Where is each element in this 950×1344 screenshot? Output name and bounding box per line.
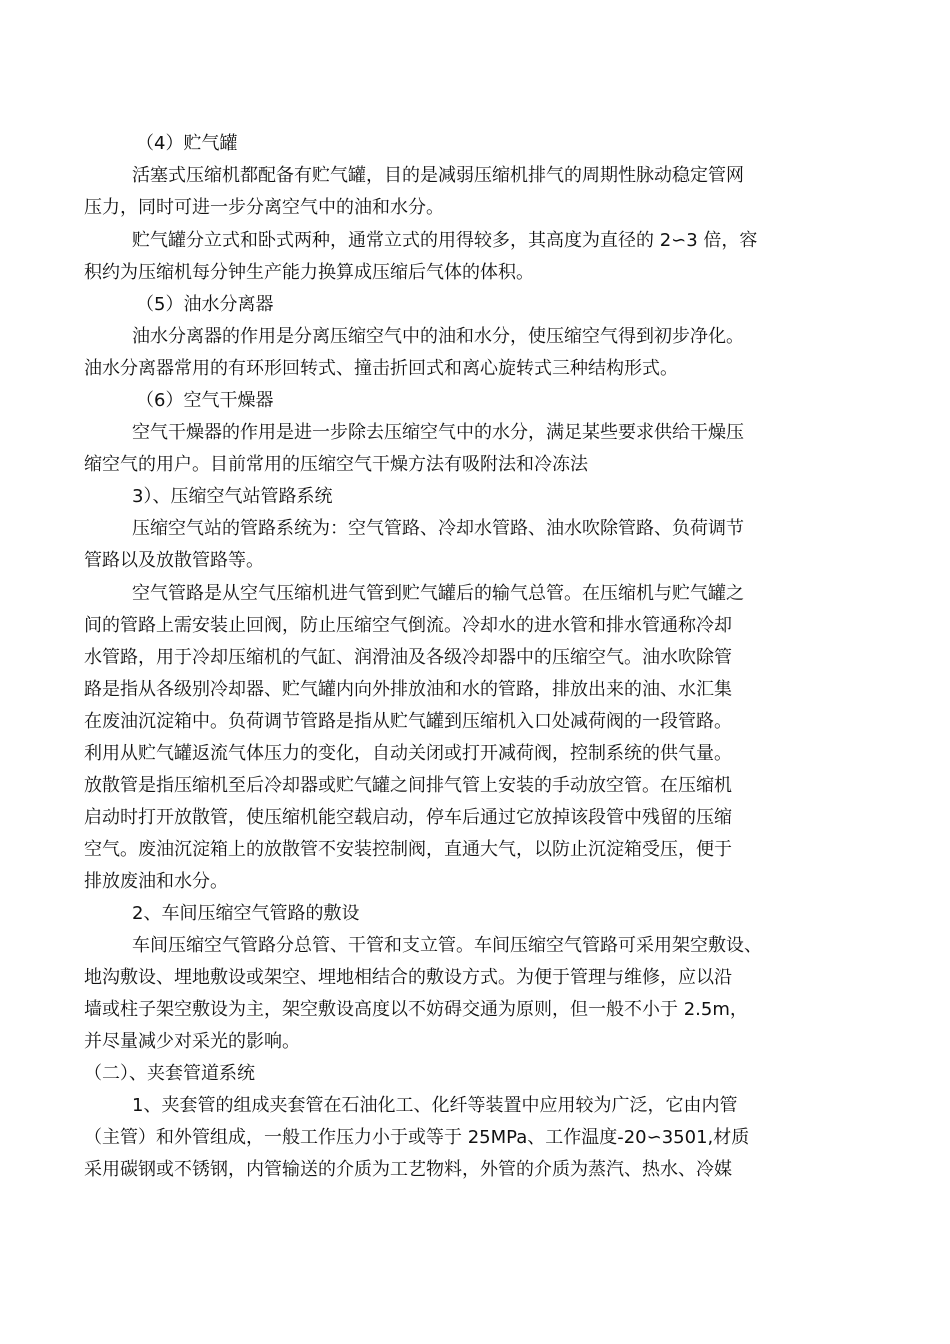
heading-air-dryer: （6）空气干燥器	[136, 390, 274, 411]
paragraph-line: 车间压缩空气管路分总管、干管和支立管。车间压缩空气管路可采用架空敷设、	[132, 935, 762, 956]
paragraph-line: 放散管是指压缩机至后冷却器或贮气罐之间排气管上安装的手动放空管。在压缩机	[84, 775, 732, 796]
paragraph-line: 油水分离器的作用是分离压缩空气中的油和水分，使压缩空气得到初步净化。	[132, 326, 744, 347]
paragraph-line: 积约为压缩机每分钟生产能力换算成压缩后气体的体积。	[84, 262, 534, 283]
paragraph-line: 地沟敷设、埋地敷设或架空、埋地相结合的敷设方式。为便于管理与维修，应以沿	[84, 967, 732, 988]
paragraph-line: 利用从贮气罐返流气体压力的变化，自动关闭或打开减荷阀，控制系统的供气量。	[84, 743, 732, 764]
paragraph-line: 路是指从各级别冷却器、贮气罐内向外排放油和水的管路，排放出来的油、水汇集	[84, 679, 732, 700]
paragraph-line: 空气。废油沉淀箱上的放散管不安装控制阀，直通大气，以防止沉淀箱受压，便于	[84, 839, 732, 860]
paragraph-line: 1、夹套管的组成夹套管在石油化工、化纤等装置中应用较为广泛，它由内管	[132, 1095, 738, 1116]
paragraph-line: 油水分离器常用的有环形回转式、撞击折回式和离心旋转式三种结构形式。	[84, 358, 678, 379]
paragraph-line: 墙或柱子架空敷设为主，架空敷设高度以不妨碍交通为原则，但一般不小于 2.5m，	[84, 999, 748, 1020]
paragraph-line: 水管路，用于冷却压缩机的气缸、润滑油及各级冷却器中的压缩空气。油水吹除管	[84, 647, 732, 668]
document-body	[84, 128, 828, 1186]
paragraph-line: 在废油沉淀箱中。负荷调节管路是指从贮气罐到压缩机入口处减荷阀的一段管路。	[84, 711, 732, 732]
heading-oil-water-separator: （5）油水分离器	[136, 294, 274, 315]
paragraph-line: 启动时打开放散管，使压缩机能空载启动，停车后通过它放掉该段管中残留的压缩	[84, 807, 732, 828]
paragraph-line: 间的管路上需安装止回阀，防止压缩空气倒流。冷却水的进水管和排水管通称冷却	[84, 615, 732, 636]
heading-workshop-piping: 2、车间压缩空气管路的敷设	[132, 903, 360, 924]
heading-pipeline-system: 3）、压缩空气站管路系统	[132, 486, 333, 507]
paragraph-line: （主管）和外管组成，一般工作压力小于或等于 25MPa、工作温度-20∽3501,材质	[84, 1127, 750, 1148]
paragraph-line: 采用碳钢或不锈钢，内管输送的介质为工艺物料，外管的介质为蒸汽、热水、冷媒	[84, 1159, 732, 1180]
paragraph-line: 管路以及放散管路等。	[84, 550, 264, 571]
paragraph-line: 贮气罐分立式和卧式两种，通常立式的用得较多，其高度为直径的 2∽3 倍，容	[132, 230, 758, 251]
paragraph-line: 压力，同时可进一步分离空气中的油和水分。	[84, 197, 444, 218]
paragraph-line: 排放废油和水分。	[84, 871, 228, 892]
paragraph-line: 空气干燥器的作用是进一步除去压缩空气中的水分，满足某些要求供给干燥压	[132, 422, 744, 443]
heading-storage-tank: （4）贮气罐	[136, 133, 238, 154]
paragraph-line: 缩空气的用户。目前常用的压缩空气干燥方法有吸附法和冷冻法	[84, 454, 588, 475]
paragraph-line: 压缩空气站的管路系统为：空气管路、冷却水管路、油水吹除管路、负荷调节	[132, 518, 744, 539]
paragraph-line: 空气管路是从空气压缩机进气管到贮气罐后的输气总管。在压缩机与贮气罐之	[132, 583, 744, 604]
paragraph-line: 并尽量减少对采光的影响。	[84, 1031, 300, 1052]
paragraph-line: 活塞式压缩机都配备有贮气罐，目的是减弱压缩机排气的周期性脉动稳定管网	[132, 165, 744, 186]
heading-jacketed-pipe-system: （二）、夹套管道系统	[84, 1063, 255, 1084]
